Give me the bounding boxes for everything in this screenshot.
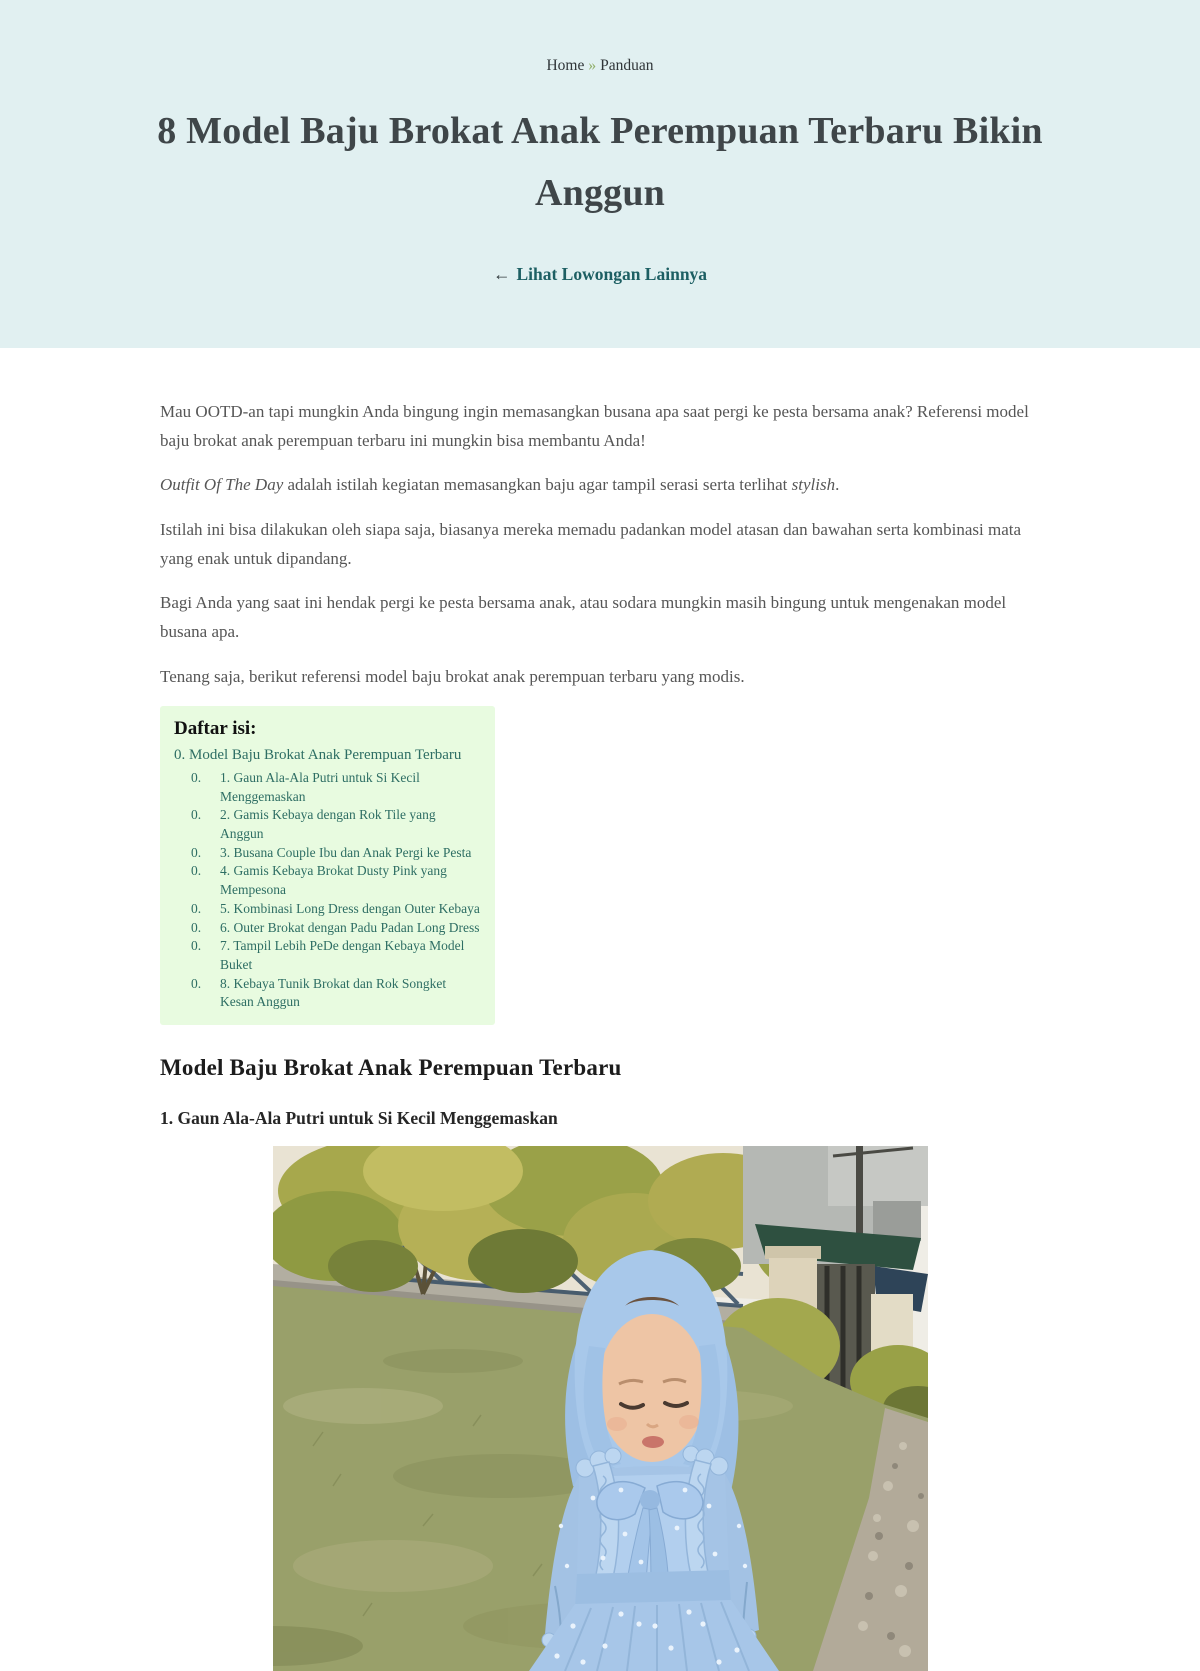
toc-item-link-7[interactable]: 7. Tampil Lebih PeDe dengan Kebaya Model Buket <box>220 938 465 972</box>
toc-item-prefix: 0. <box>191 919 202 935</box>
toc-item-prefix: 0. <box>191 975 202 991</box>
toc-item-prefix: 0. <box>191 769 202 785</box>
toc-item <box>174 862 481 899</box>
back-link-label: Lihat Lowongan Lainnya <box>516 264 708 285</box>
toc-item-link-5[interactable]: 5. Kombinasi Long Dress dengan Outer Kebaya <box>220 900 480 916</box>
toc-item <box>174 806 481 843</box>
toc-item-prefix: 0. <box>191 863 202 879</box>
toc-item-link-6[interactable]: 6. Outer Brokat dengan Padu Padan Long Dress <box>220 919 480 935</box>
toc-item-link-4[interactable]: 4. Gamis Kebaya Brokat Dusty Pink yang Mempesona <box>220 863 447 898</box>
toc-item <box>174 919 481 938</box>
toc-list <box>174 769 481 1012</box>
toc-item-prefix: 0. <box>191 900 202 916</box>
toc-item <box>174 900 481 919</box>
paragraph-3: Istilah ini bisa dilakukan oleh siapa saja, biasanya mereka memadu padankan model atasan dan bawahan serta kombinasi mata yang enak untuk dipandang. <box>160 519 1022 568</box>
article-body <box>0 348 1200 1671</box>
toc-item-prefix: 0. <box>191 938 202 954</box>
toc-item <box>174 937 481 974</box>
page-title: 8 Model Baju Brokat Anak Perempuan Terbaru Bikin Anggun <box>157 110 1043 214</box>
toc-item-link-1[interactable]: 1. Gaun Ala-Ala Putri untuk Si Kecil Menggemaskan <box>220 769 420 804</box>
italic-term-ootd: Outfit Of The Day <box>160 475 284 495</box>
toc-title: Daftar isi: <box>174 717 257 739</box>
toc-item-prefix: 0. <box>191 844 202 860</box>
toc-main-prefix: 0. <box>174 746 186 763</box>
breadcrumb-home-link[interactable]: Home <box>546 57 585 74</box>
paragraph-2 <box>160 470 1040 499</box>
breadcrumb-current[interactable]: Panduan <box>600 57 654 74</box>
toc-item <box>174 975 481 1012</box>
toc-main-item <box>174 747 481 764</box>
left-arrow-icon: ← <box>492 264 511 285</box>
article-photo-girl-blue-dress <box>273 1146 928 1671</box>
paragraph-2-text: adalah istilah kegiatan memasangkan baju agar tampil serasi serta terlihat <box>283 475 792 495</box>
section-heading: Model Baju Brokat Anak Perempuan Terbaru <box>160 1055 622 1081</box>
italic-term-stylish: stylish <box>791 475 836 495</box>
hero-header <box>0 0 1200 348</box>
paragraph-1: Mau OOTD-an tapi mungkin Anda bingung ingin memasangkan busana apa saat pergi ke pesta bersama anak? Referensi model baju brokat anak perempuan terbaru ini mungkin bisa membantu Anda! <box>160 402 1029 451</box>
paragraph-5: Tenang saja, berikut referensi model baju brokat anak perempuan terbaru yang modis. <box>160 666 745 686</box>
toc-item-prefix: 0. <box>191 807 202 823</box>
paragraph-2-period: . <box>835 475 840 495</box>
toc-main-link[interactable]: Model Baju Brokat Anak Perempuan Terbaru <box>189 746 462 763</box>
table-of-contents <box>160 706 495 1025</box>
toc-item <box>174 769 481 806</box>
breadcrumb <box>0 57 1200 75</box>
sub-heading-item-1: 1. Gaun Ala-Ala Putri untuk Si Kecil Menggemaskan <box>160 1108 558 1129</box>
back-link[interactable] <box>493 264 707 284</box>
paragraph-4: Bagi Anda yang saat ini hendak pergi ke pesta bersama anak, atau sodara mungkin masih bingung untuk mengenakan model busana apa. <box>160 593 1007 642</box>
toc-item-link-3[interactable]: 3. Busana Couple Ibu dan Anak Pergi ke Pesta <box>220 844 472 860</box>
breadcrumb-separator-icon: » <box>588 57 597 74</box>
toc-item-link-2[interactable]: 2. Gamis Kebaya dengan Rok Tile yang Anggun <box>220 807 436 841</box>
toc-item-link-8[interactable]: 8. Kebaya Tunik Brokat dan Rok Songket Kesan Anggun <box>220 975 447 1010</box>
toc-item <box>174 844 481 863</box>
